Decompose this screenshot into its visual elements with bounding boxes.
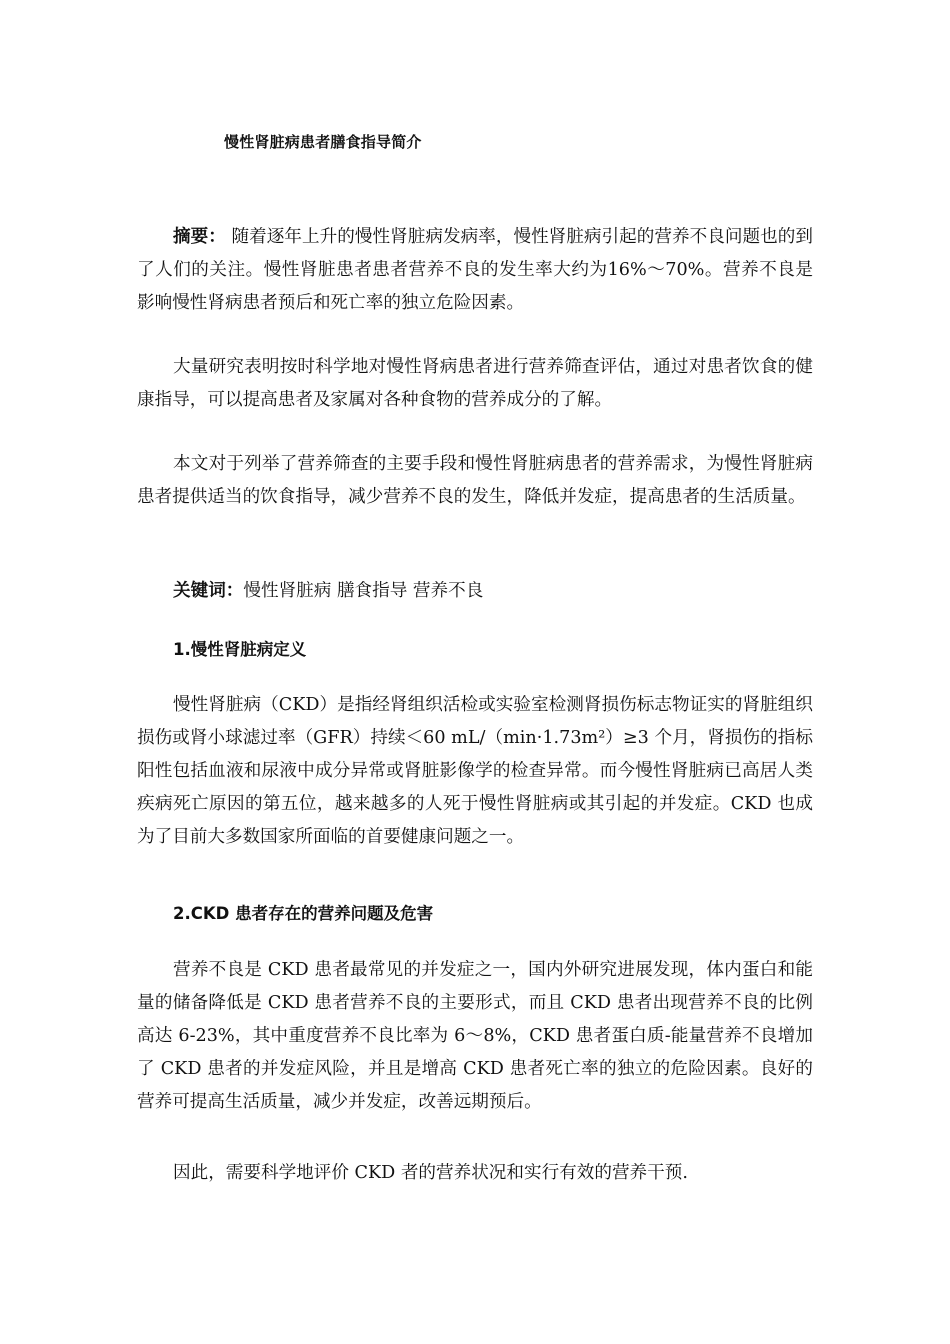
section-1-paragraph: 慢性肾脏病（CKD）是指经肾组织活检或实验室检测肾损伤标志物证实的肾脏组织损伤或肾小球滤过率（GFR）持续＜60 mL/（min·1.73m²）≥3 个月，肾损伤的指标阳性包括血液和尿液中成分异常或肾脏影像学的检查异常。而今慢性肾脏病已高居人类疾病死亡原因的第五位，越来越多的人死于慢性肾脏病或其引起的并发症。CKD 也成为了目前大多数国家所面临的首要健康问题之一。	[137, 695, 813, 847]
section-1-heading: 1.慢性肾脏病定义	[173, 640, 307, 659]
paragraph-research: 大量研究表明按时科学地对慢性肾病患者进行营养筛查评估，通过对患者饮食的健康指导，可以提高患者及家属对各种食物的营养成分的了解。	[137, 357, 813, 410]
keywords-label: 关键词：	[173, 581, 244, 601]
section-2-paragraph: 营养不良是 CKD 患者最常见的并发症之一，国内外研究进展发现，体内蛋白和能量的储备降低是 CKD 患者营养不良的主要形式，而且 CKD 患者出现营养不良的比例高达 6-23%，其中重度营养不良比率为 6～8%，CKD 患者蛋白质-能量营养不良增加了 CKD 患者的并发症风险，并且是增高 CKD 患者死亡率的独立的危险因素。良好的营养可提高生活质量，减少并发症，改善远期预后。	[137, 960, 813, 1112]
abstract-label: 摘要：	[173, 227, 226, 247]
abstract-text: 随着逐年上升的慢性肾脏病发病率，慢性肾脏病引起的营养不良问题也的到了人们的关注。慢性肾脏患者患者营养不良的发生率大约为16%～70%。营养不良是影响慢性肾病患者预后和死亡率的独立危险因素。	[137, 227, 813, 313]
section-2-heading: 2.CKD 患者存在的营养问题及危害	[173, 904, 434, 923]
section-2-conclusion: 因此，需要科学地评价 CKD 者的营养状况和实行有效的营养干预.	[173, 1163, 688, 1183]
keywords-text: 慢性肾脏病 膳食指导 营养不良	[243, 581, 484, 601]
paragraph-purpose: 本文对于列举了营养筛查的主要手段和慢性肾脏病患者的营养需求，为慢性肾脏病患者提供适当的饮食指导，减少营养不良的发生，降低并发症，提高患者的生活质量。	[137, 454, 813, 507]
document-title: 慢性肾脏病患者膳食指导简介	[224, 133, 422, 151]
keywords-line	[173, 575, 483, 608]
abstract-paragraph	[137, 221, 813, 320]
